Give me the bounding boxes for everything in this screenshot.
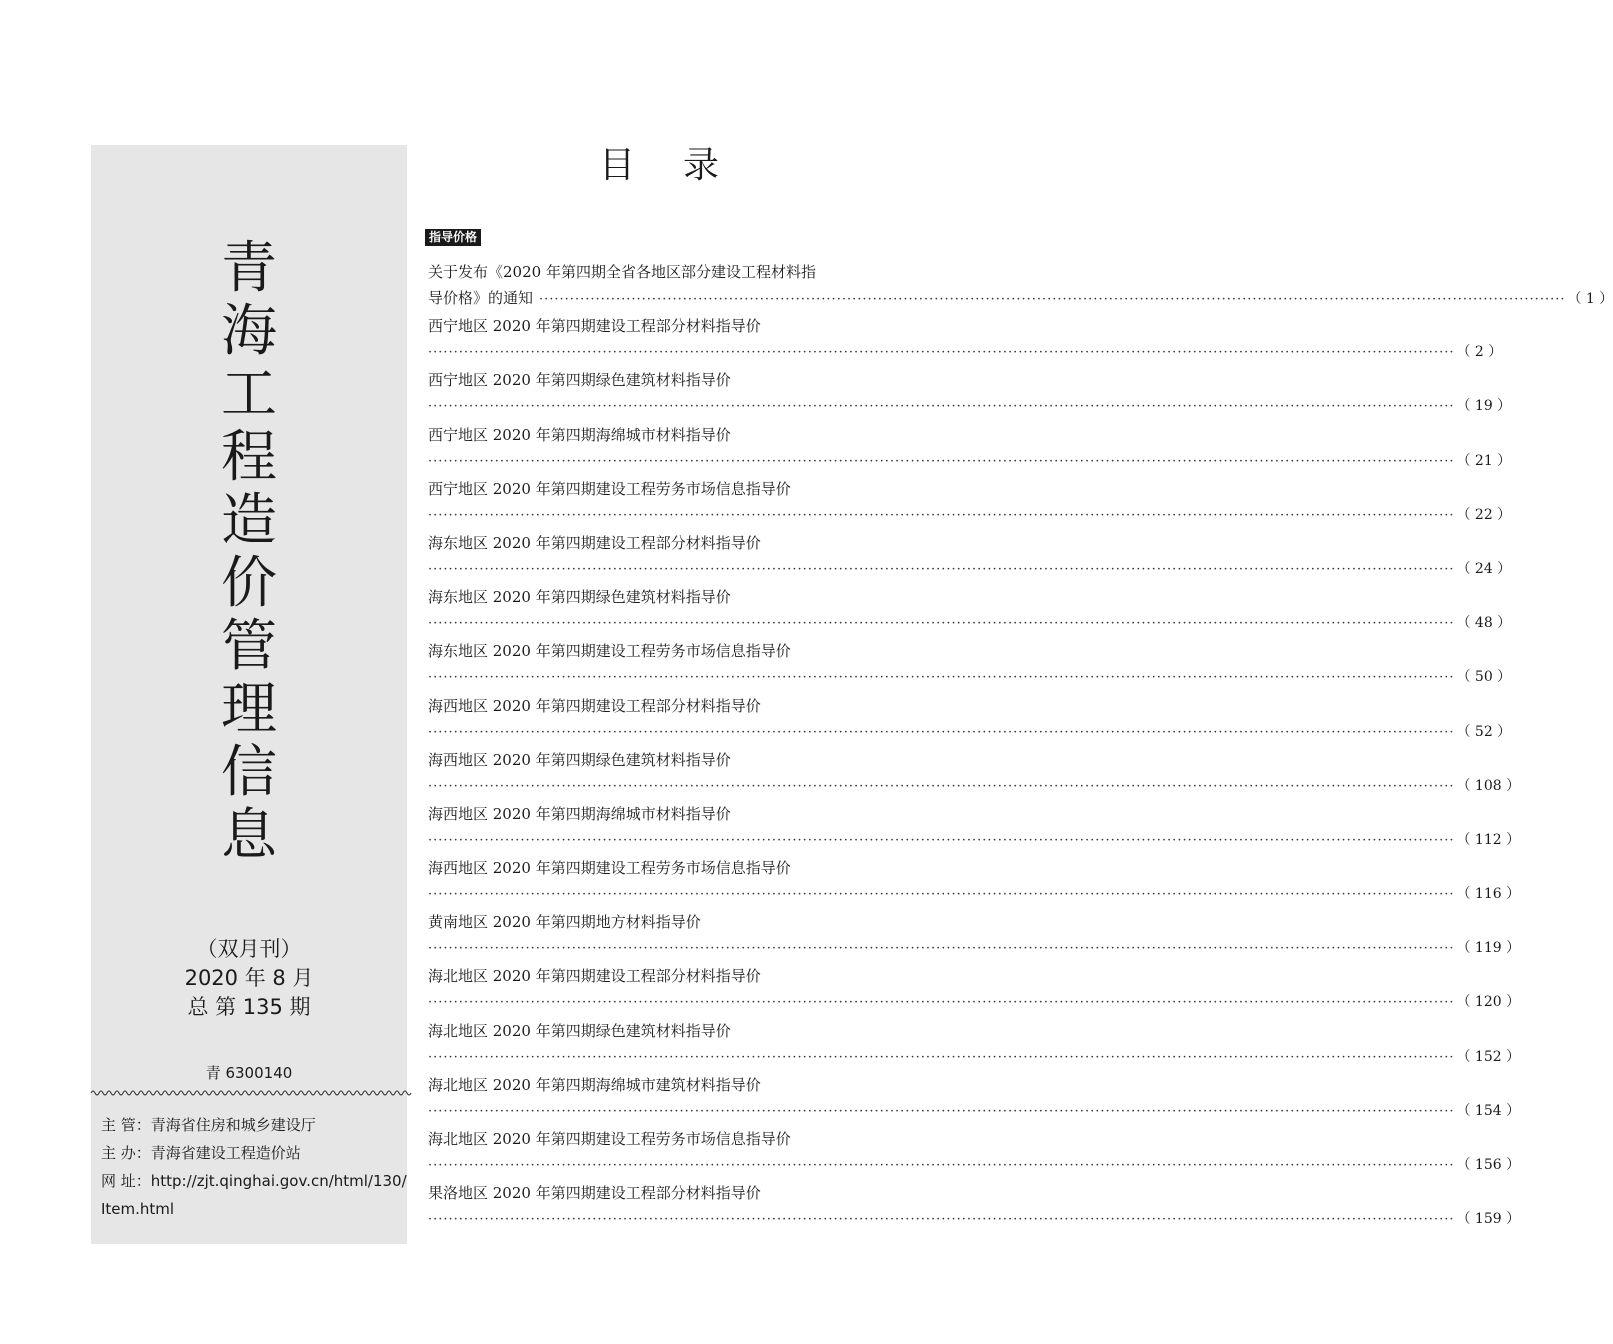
toc-entry-title: 海西地区 2020 年第四期建设工程劳务市场信息指导价 bbox=[428, 859, 791, 878]
publication-code: 青 6300140 bbox=[205, 1064, 293, 1082]
title-char: 造 bbox=[221, 488, 277, 553]
magazine-title bbox=[91, 237, 407, 867]
toc-page-number: （ 22 ） bbox=[1456, 506, 1512, 523]
toc-page-number: （ 119 ） bbox=[1456, 940, 1521, 957]
toc-page-number: （ 50 ） bbox=[1456, 669, 1512, 686]
dot-leader: ········································································································································································································ bbox=[428, 1103, 1455, 1119]
sponsor-line: 主 办：青海省建设工程造价站 bbox=[101, 1144, 301, 1162]
dot-leader: ········································································································································································································ bbox=[428, 616, 1455, 632]
title-char: 信 bbox=[221, 740, 277, 805]
toc-entry[interactable] bbox=[428, 747, 1521, 801]
toc-entry[interactable] bbox=[428, 1018, 1521, 1072]
toc-page-number: （ 152 ） bbox=[1456, 1048, 1521, 1065]
toc-page-number: （ 21 ） bbox=[1456, 452, 1512, 469]
toc-page-number: （ 24 ） bbox=[1456, 560, 1512, 577]
toc-entry[interactable] bbox=[428, 422, 1512, 476]
dot-leader: ········································································································································································································ bbox=[428, 778, 1455, 794]
toc-entry[interactable] bbox=[428, 693, 1512, 747]
dot-leader: ········································································································································································································ bbox=[428, 399, 1455, 415]
toc-entry-title: 关于发布《2020 年第四期全省各地区部分建设工程材料指 bbox=[428, 263, 816, 281]
toc-entry[interactable] bbox=[428, 801, 1521, 855]
dot-leader: ········································································································································································································ bbox=[428, 507, 1455, 523]
toc-page-number: （ 116 ） bbox=[1456, 886, 1521, 903]
toc-entry[interactable] bbox=[428, 1126, 1521, 1180]
dot-leader: ········································································································································································································ bbox=[428, 1212, 1455, 1228]
toc-entry[interactable] bbox=[428, 855, 1521, 909]
toc-page-number: （ 112 ） bbox=[1456, 831, 1521, 848]
frequency-label: （双月刊） bbox=[196, 937, 302, 961]
dot-leader: ········································································································································································································ bbox=[428, 561, 1455, 577]
dot-leader: ········································································································································································································ bbox=[428, 453, 1455, 469]
toc-page-number: （ 154 ） bbox=[1456, 1102, 1521, 1119]
title-char: 海 bbox=[221, 299, 277, 364]
publisher-info bbox=[101, 1111, 407, 1223]
toc-page-number: （ 2 ） bbox=[1456, 344, 1503, 361]
toc-entry[interactable] bbox=[428, 313, 1503, 367]
toc-entry[interactable] bbox=[428, 909, 1521, 963]
dot-leader: ········································································································································································································ bbox=[539, 292, 1566, 307]
toc-entry-title: 西宁地区 2020 年第四期绿色建筑材料指导价 bbox=[428, 371, 731, 390]
toc-entry-title: 黄南地区 2020 年第四期地方材料指导价 bbox=[428, 913, 701, 932]
toc-entry-title: 海西地区 2020 年第四期绿色建筑材料指导价 bbox=[428, 750, 731, 769]
title-char: 工 bbox=[221, 362, 277, 427]
toc-entry-title: 海东地区 2020 年第四期绿色建筑材料指导价 bbox=[428, 588, 731, 607]
toc-entry-title: 海北地区 2020 年第四期海绵城市建筑材料指导价 bbox=[428, 1075, 761, 1094]
toc-entry[interactable] bbox=[428, 638, 1512, 692]
toc-entry-title: 海东地区 2020 年第四期建设工程劳务市场信息指导价 bbox=[428, 642, 791, 661]
toc-page-number: （ 1 ） bbox=[1567, 291, 1613, 307]
title-char: 管 bbox=[221, 614, 277, 679]
title-char: 息 bbox=[221, 803, 277, 868]
toc-entry-title: 果洛地区 2020 年第四期建设工程部分材料指导价 bbox=[428, 1184, 761, 1203]
title-char: 价 bbox=[221, 551, 277, 616]
toc-page-number: （ 19 ） bbox=[1456, 398, 1512, 415]
issue-info bbox=[91, 935, 407, 1022]
toc-page-number: （ 156 ） bbox=[1456, 1157, 1521, 1173]
toc-page-number: （ 120 ） bbox=[1456, 994, 1521, 1011]
dot-leader: ········································································································································································································ bbox=[428, 832, 1455, 848]
issue-date: 2020 年 8 月 bbox=[184, 966, 314, 990]
toc-entry[interactable] bbox=[428, 1180, 1521, 1234]
toc-entry[interactable] bbox=[428, 1072, 1521, 1126]
dot-leader: ········································································································································································································ bbox=[428, 941, 1455, 957]
toc-entry-title: 海东地区 2020 年第四期建设工程部分材料指导价 bbox=[428, 533, 761, 552]
dot-leader: ········································································································································································································ bbox=[428, 995, 1455, 1011]
toc-page-number: （ 48 ） bbox=[1456, 615, 1512, 632]
toc-entry[interactable] bbox=[428, 259, 1613, 313]
toc-entry-title: 海北地区 2020 年第四期建设工程劳务市场信息指导价 bbox=[428, 1130, 791, 1148]
title-char: 青 bbox=[221, 236, 277, 301]
toc-entry[interactable] bbox=[428, 367, 1512, 421]
dot-leader: ········································································································································································································ bbox=[428, 887, 1455, 903]
toc-entry-title: 西宁地区 2020 年第四期海绵城市材料指导价 bbox=[428, 425, 731, 444]
section-tag: 指导价格 bbox=[425, 229, 481, 246]
toc-entry-title: 海西地区 2020 年第四期海绵城市材料指导价 bbox=[428, 804, 731, 823]
toc-page-number: （ 52 ） bbox=[1456, 723, 1512, 740]
dot-leader: ········································································································································································································ bbox=[428, 1049, 1455, 1065]
toc-page-number: （ 159 ） bbox=[1456, 1211, 1521, 1228]
toc-entry-title: 西宁地区 2020 年第四期建设工程部分材料指导价 bbox=[428, 317, 761, 336]
toc-entry-title: 海北地区 2020 年第四期建设工程部分材料指导价 bbox=[428, 967, 761, 986]
toc-entry-title-continued: 导价格》的通知 bbox=[428, 289, 534, 307]
website-line[interactable]: 网 址：http://zjt.qinghai.gov.cn/html/130/Item.html bbox=[101, 1172, 407, 1218]
sidebar-panel bbox=[91, 145, 407, 1244]
dot-leader: ········································································································································································································ bbox=[428, 345, 1455, 361]
title-char: 程 bbox=[221, 425, 277, 490]
toc-entry[interactable] bbox=[428, 476, 1512, 530]
wave-divider bbox=[91, 1087, 407, 1099]
toc-title: 目录 bbox=[598, 145, 767, 186]
supervisor-line: 主 管：青海省住房和城乡建设厅 bbox=[101, 1116, 316, 1134]
title-char: 理 bbox=[221, 677, 277, 742]
dot-leader: ········································································································································································································ bbox=[428, 670, 1455, 686]
toc-entry-title: 海西地区 2020 年第四期建设工程部分材料指导价 bbox=[428, 696, 761, 715]
toc-entry[interactable] bbox=[428, 584, 1512, 638]
dot-leader: ········································································································································································································ bbox=[428, 724, 1455, 740]
toc-entry[interactable] bbox=[428, 530, 1512, 584]
toc-page-number: （ 108 ） bbox=[1456, 777, 1521, 794]
toc-entry-title: 海北地区 2020 年第四期绿色建筑材料指导价 bbox=[428, 1021, 731, 1040]
toc-entry[interactable] bbox=[428, 963, 1521, 1017]
toc-entry-title: 西宁地区 2020 年第四期建设工程劳务市场信息指导价 bbox=[428, 479, 791, 498]
table-of-contents bbox=[428, 259, 1613, 1234]
issue-number: 总 第 135 期 bbox=[187, 995, 311, 1019]
dot-leader: ········································································································································································································ bbox=[428, 1158, 1455, 1173]
